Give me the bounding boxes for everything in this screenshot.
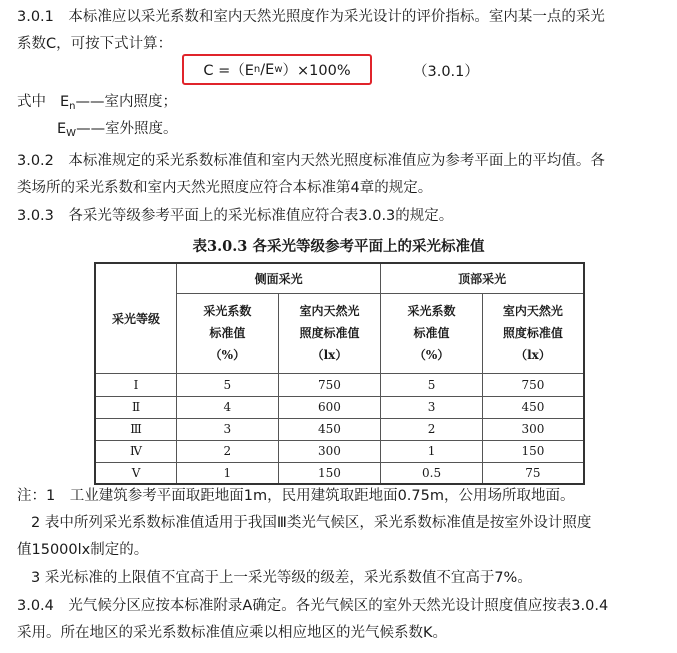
formula-highlight-box bbox=[182, 54, 372, 85]
equation-number: （3.0.1） bbox=[413, 64, 479, 80]
cell-side-coef: 3 bbox=[177, 418, 279, 440]
cell-side-coef: 1 bbox=[177, 462, 279, 484]
definition-en-symbol: E bbox=[60, 94, 70, 110]
header-top-lux-line2: 照度标准值 bbox=[502, 326, 563, 340]
table-row bbox=[95, 440, 584, 462]
table-row bbox=[95, 396, 584, 418]
cell-side-lux: 150 bbox=[278, 462, 381, 484]
cell-side-coef: 5 bbox=[177, 373, 279, 396]
header-top-coef-line2: 标准值 bbox=[413, 326, 450, 340]
cell-top-lux: 750 bbox=[482, 373, 584, 396]
note-3: 3 采光标准的上限值不宜高于上一采光等级的级差，采光系数值不宜高于7%。 bbox=[31, 570, 532, 586]
header-top-lux bbox=[482, 293, 584, 373]
definition-ew-text: ——室外照度。 bbox=[76, 121, 178, 137]
header-top-coef-line3: （%） bbox=[413, 348, 450, 362]
definition-en-sub: n bbox=[69, 101, 76, 112]
cell-top-lux: 150 bbox=[482, 440, 584, 462]
cell-side-coef: 4 bbox=[177, 396, 279, 418]
para-304-line1: 3.0.4 光气候分区应按本标准附录A确定。各光气候区的室外天然光设计照度值应按表3.0.4 bbox=[17, 598, 609, 614]
cell-side-lux: 600 bbox=[278, 396, 381, 418]
definition-ew-symbol: E bbox=[57, 121, 67, 137]
header-side-coef-line1: 采光系数 bbox=[203, 304, 252, 318]
para-302-line2: 类场所的采光系数和室内天然光照度应符合本标准第4章的规定。 bbox=[17, 180, 433, 196]
formula-lhs: C =（E bbox=[203, 63, 254, 79]
cell-top-lux: 75 bbox=[482, 462, 584, 484]
note-2-line2: 值15000lx制定的。 bbox=[17, 542, 149, 558]
definition-ew bbox=[57, 119, 178, 144]
header-top-coef-line1: 采光系数 bbox=[407, 304, 456, 318]
note-1: 注：1 工业建筑参考平面取距地面1m，民用建筑取距地面0.75m，公用场所取地面。 bbox=[17, 488, 575, 504]
cell-level: Ⅲ bbox=[95, 418, 177, 440]
cell-top-lux: 450 bbox=[482, 396, 584, 418]
table-row bbox=[95, 373, 584, 396]
header-side-lux-line3: （lx） bbox=[311, 348, 348, 362]
cell-level: Ⅴ bbox=[95, 462, 177, 484]
formula-rhs: ）×100% bbox=[282, 63, 351, 79]
cell-top-coef: 3 bbox=[381, 396, 483, 418]
cell-top-lux: 300 bbox=[482, 418, 584, 440]
cell-side-lux: 450 bbox=[278, 418, 381, 440]
para-303: 3.0.3 各采光等级参考平面上的采光标准值应符合表3.0.3的规定。 bbox=[17, 208, 454, 224]
definition-en-text: ——室内照度； bbox=[75, 94, 178, 110]
note-2-line1: 2 表中所列采光系数标准值适用于我国Ⅲ类光气候区，采光系数标准值是按室外设计照度 bbox=[31, 515, 592, 531]
header-side-coef bbox=[177, 293, 279, 373]
header-side-coef-line3: （%） bbox=[209, 348, 246, 362]
formula-slash: /E bbox=[260, 61, 275, 78]
cell-side-lux: 750 bbox=[278, 373, 381, 396]
header-side-lux-line1: 室内天然光 bbox=[299, 304, 360, 318]
table-row bbox=[95, 462, 584, 484]
cell-level: Ⅱ bbox=[95, 396, 177, 418]
header-side-coef-line2: 标准值 bbox=[209, 326, 246, 340]
header-side-group: 侧面采光 bbox=[177, 263, 381, 293]
para-301-line2: 系数C，可按下式计算： bbox=[17, 36, 173, 52]
table-title: 表3.0.3 各采光等级参考平面上的采光标准值 bbox=[192, 238, 485, 255]
header-top-group: 顶部采光 bbox=[381, 263, 584, 293]
formula-sub-n: n bbox=[253, 64, 261, 75]
cell-side-lux: 300 bbox=[278, 440, 381, 462]
definition-en bbox=[17, 92, 177, 117]
header-level: 采光等级 bbox=[95, 263, 177, 373]
cell-top-coef: 2 bbox=[381, 418, 483, 440]
header-side-lux bbox=[278, 293, 381, 373]
para-304-line2: 采用。所在地区的采光系数标准值应乘以相应地区的光气候系数K。 bbox=[17, 625, 448, 641]
standard-values-table bbox=[94, 262, 585, 485]
formula-sub-w: w bbox=[274, 64, 283, 75]
header-top-lux-line1: 室内天然光 bbox=[502, 304, 563, 318]
header-top-coef bbox=[381, 293, 483, 373]
table-row bbox=[95, 418, 584, 440]
cell-top-coef: 1 bbox=[381, 440, 483, 462]
header-top-lux-line3: （lx） bbox=[515, 348, 551, 362]
para-302-line1: 3.0.2 本标准规定的采光系数标准值和室内天然光照度标准值应为参考平面上的平均值。各 bbox=[17, 153, 605, 169]
cell-side-coef: 2 bbox=[177, 440, 279, 462]
definition-prefix: 式中 bbox=[17, 94, 46, 110]
definition-ew-sub: W bbox=[66, 128, 77, 139]
cell-top-coef: 5 bbox=[381, 373, 483, 396]
cell-level: Ⅰ bbox=[95, 373, 177, 396]
para-301-line1: 3.0.1 本标准应以采光系数和室内天然光照度作为采光设计的评价指标。室内某一点的采光 bbox=[17, 9, 605, 25]
cell-level: Ⅳ bbox=[95, 440, 177, 462]
cell-top-coef: 0.5 bbox=[381, 462, 483, 484]
header-side-lux-line2: 照度标准值 bbox=[299, 326, 360, 340]
